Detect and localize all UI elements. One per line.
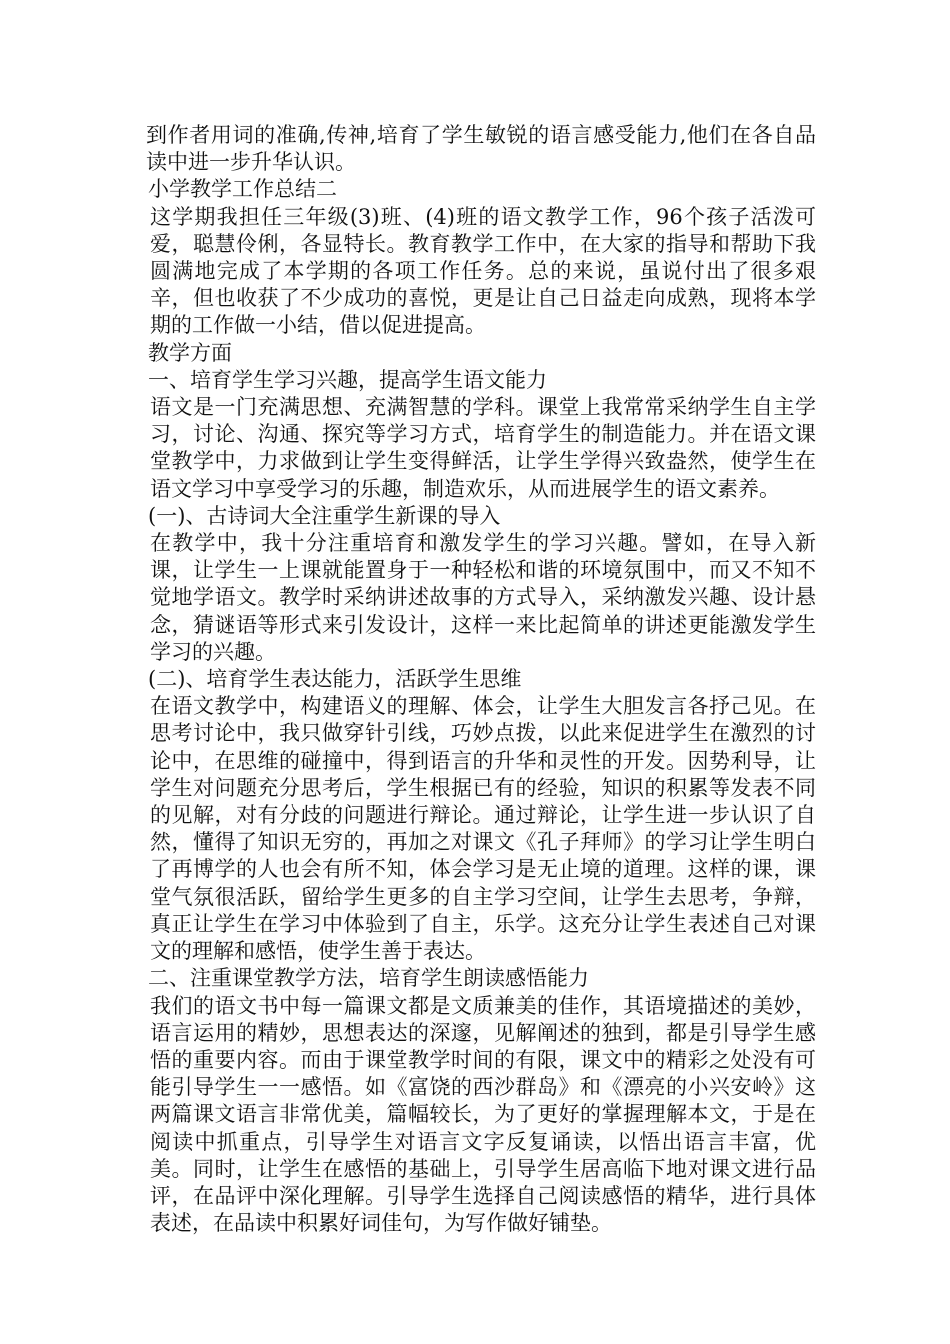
body-paragraph: 在教学中，我十分注重培育和激发学生的学习兴趣。譬如，在导入新课，让学生一上课就能置身于一种轻松和谐的环境氛围中，而又不知不觉地学语文。教学时采纳讲述故事的方式导入，采纳激发兴趣、设计悬念，猜谜语等形式来引发设计，这样一来比起简单的讲述更能激发学生学习的兴趣。 xyxy=(150,531,816,664)
body-paragraph: 这学期我担任三年级(3)班、(4)班的语文教学工作，96个孩子活泼可爱，聪慧伶俐，各显特长。教育教学工作中，在大家的指导和帮助下我圆满地完成了本学期的各项工作任务。总的来说，虽说付出了很多艰辛，但也收获了不少成功的喜悦，更是让自己日益走向成熟，现将本学期的工作做一小结，借以促进提高。 xyxy=(150,204,816,338)
section-heading: 一、培育学生学习兴趣，提高学生语文能力 xyxy=(148,367,547,392)
section-heading: 二、注重课堂教学方法，培育学生朗读感悟能力 xyxy=(148,966,589,991)
section-title: 小学教学工作总结二 xyxy=(148,177,337,202)
subsection-heading: (一)、古诗词大全注重学生新课的导入 xyxy=(148,503,501,528)
body-paragraph: 到作者用词的准确,传神,培育了学生敏锐的语言感受能力,他们在各自品读中进一步升华认识。 xyxy=(146,123,816,175)
section-heading: 教学方面 xyxy=(148,340,232,365)
body-paragraph: 在语文教学中，构建语义的理解、体会，让学生大胆发言各抒己见。在思考讨论中，我只做穿针引线，巧妙点拨，以此来促进学生在激烈的讨论中，在思维的碰撞中，得到语言的升华和灵性的开发。因势利导，让学生对问题充分思考后，学生根据已有的经验，知识的积累等发表不同的见解，对有分歧的问题进行辩论。通过辩论，让学生进一步认识了自然，懂得了知识无穷的，再加之对课文《孔子拜师》的学习让学生明白了再博学的人也会有所不知，体会学习是无止境的道理。这样的课，课堂气氛很活跃，留给学生更多的自主学习空间，让学生去思考，争辩，真正让学生在学习中体验到了自主，乐学。这充分让学生表述自己对课文的理解和感悟，使学生善于表达。 xyxy=(150,694,816,964)
body-paragraph: 语文是一门充满思想、充满智慧的学科。课堂上我常常采纳学生自主学习，讨论、沟通、探究等学习方式，培育学生的制造能力。并在语文课堂教学中，力求做到让学生变得鲜活，让学生学得兴致盎然，使学生在语文学习中享受学习的乐趣，制造欢乐，从而进展学生的语文素养。 xyxy=(150,395,816,501)
subsection-heading: (二)、培育学生表达能力，活跃学生思维 xyxy=(148,667,522,692)
body-paragraph: 我们的语文书中每一篇课文都是文质兼美的佳作，其语境描述的美妙，语言运用的精妙，思想表达的深邃，见解阐述的独到，都是引导学生感悟的重要内容。而由于课堂教学时间的有限，课文中的精彩之处没有可能引导学生一一感悟。如《富饶的西沙群岛》和《漂亮的小兴安岭》这两篇课文语言非常优美，篇幅较长，为了更好的掌握理解本文，于是在阅读中抓重点，引导学生对语言文字反复诵读，以悟出语言丰富，优美。同时，让学生在感悟的基础上，引导学生居高临下地对课文进行品评，在品评中深化理解。引导学生选择自己阅读感悟的精华，进行具体表述，在品读中积累好词佳句，为写作做好铺垫。 xyxy=(150,993,816,1236)
document-body xyxy=(146,122,816,1237)
